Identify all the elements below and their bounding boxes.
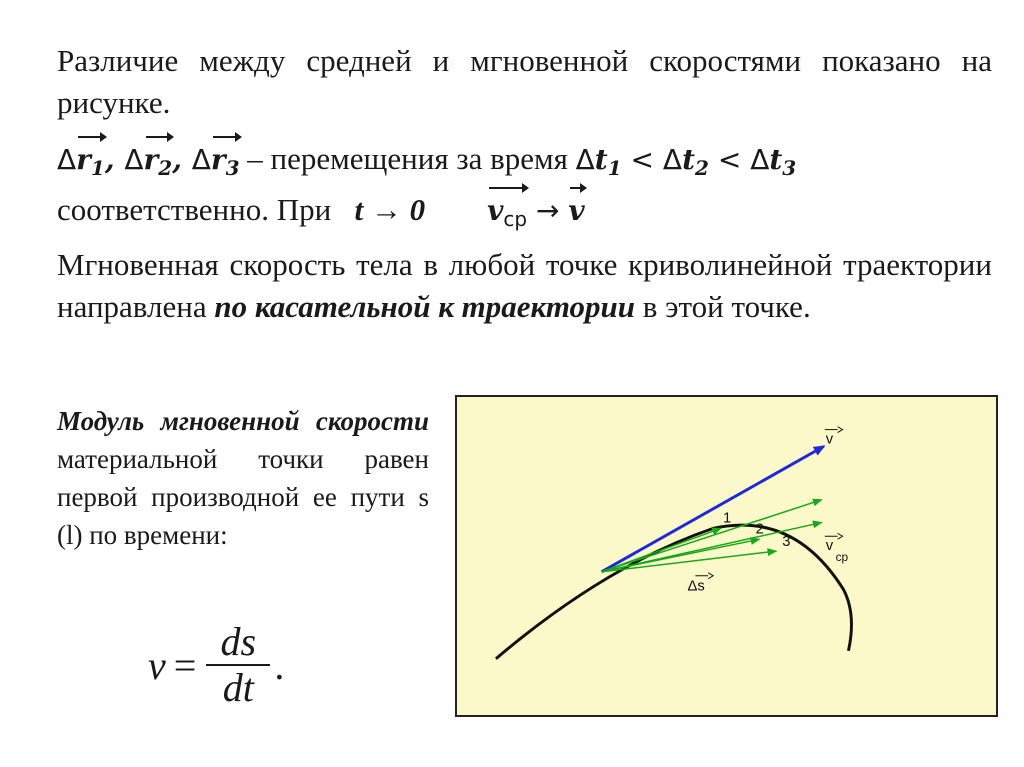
instant-velocity-text: Мгновенная скорость тела в любой точке криволинейной траектории направлена [57,247,992,324]
time-t2: $t_2$ [682,143,709,180]
paragraph-displacements: $\Delta r_1$, $\Delta r_2$, $\Delta r_3$ – перемещения за время $\Delta t_1 < \Delta t_2 < \Delta t_3$ соответственно. При t → 0 $v_{ср} \to v$ [57,138,992,240]
time-t3: $t_3$ [769,143,797,180]
speed-modulus-paragraph [57,402,429,554]
tangent-emphasis: по касательной к траектории [214,289,636,324]
svg-text:cp: cp [835,549,849,564]
velocity-figure [455,395,998,717]
paragraph-instant-velocity [57,244,992,328]
vector-r3: $r_3$ [211,139,240,189]
displacement-text: – перемещения за время [239,141,576,176]
formula-numerator: ds [220,619,257,664]
speed-modulus-emphasis: Модуль мгновенной скорости [57,406,429,436]
limit-expression: t → 0 [354,192,426,227]
intro-text: Различие между средней и мгновенной скоростями показано на рисунке. [57,43,992,120]
derivative-formula [148,620,284,710]
time-t1: $t_1$ [594,143,622,180]
vector-v-avg: $v_{ср}$ [487,190,527,240]
vector-v: v [568,190,584,232]
velocity-diagram [457,397,996,715]
label-v [825,427,843,448]
formula-lhs: v [148,642,166,688]
speed-modulus-text: материальной точки равен первой производной ее пути s (l) по времени: [57,444,429,550]
paragraph-intro [57,40,992,124]
svg-text:Δs: Δs [687,578,705,595]
formula-denominator: dt [222,665,254,710]
formula-equals: = [173,642,197,688]
formula-period: . [274,642,285,688]
point-label-2: 2 [755,521,764,538]
tangent-velocity-vector [602,446,824,571]
instant-velocity-tail: в этой точке. [635,289,811,324]
point-label-3: 3 [782,534,791,551]
point-label-1: 1 [723,510,732,527]
formula-fraction [206,620,270,710]
svg-text:v: v [825,538,834,555]
delta-symbol: Δ [57,143,77,176]
svg-text:v: v [825,431,834,448]
vector-r1: $r_1$ [76,139,105,189]
vector-r2: $r_2$ [144,139,173,189]
label-v-avg [825,533,849,564]
respectively-text: соответственно. При [57,192,339,227]
label-delta-s [687,573,713,595]
